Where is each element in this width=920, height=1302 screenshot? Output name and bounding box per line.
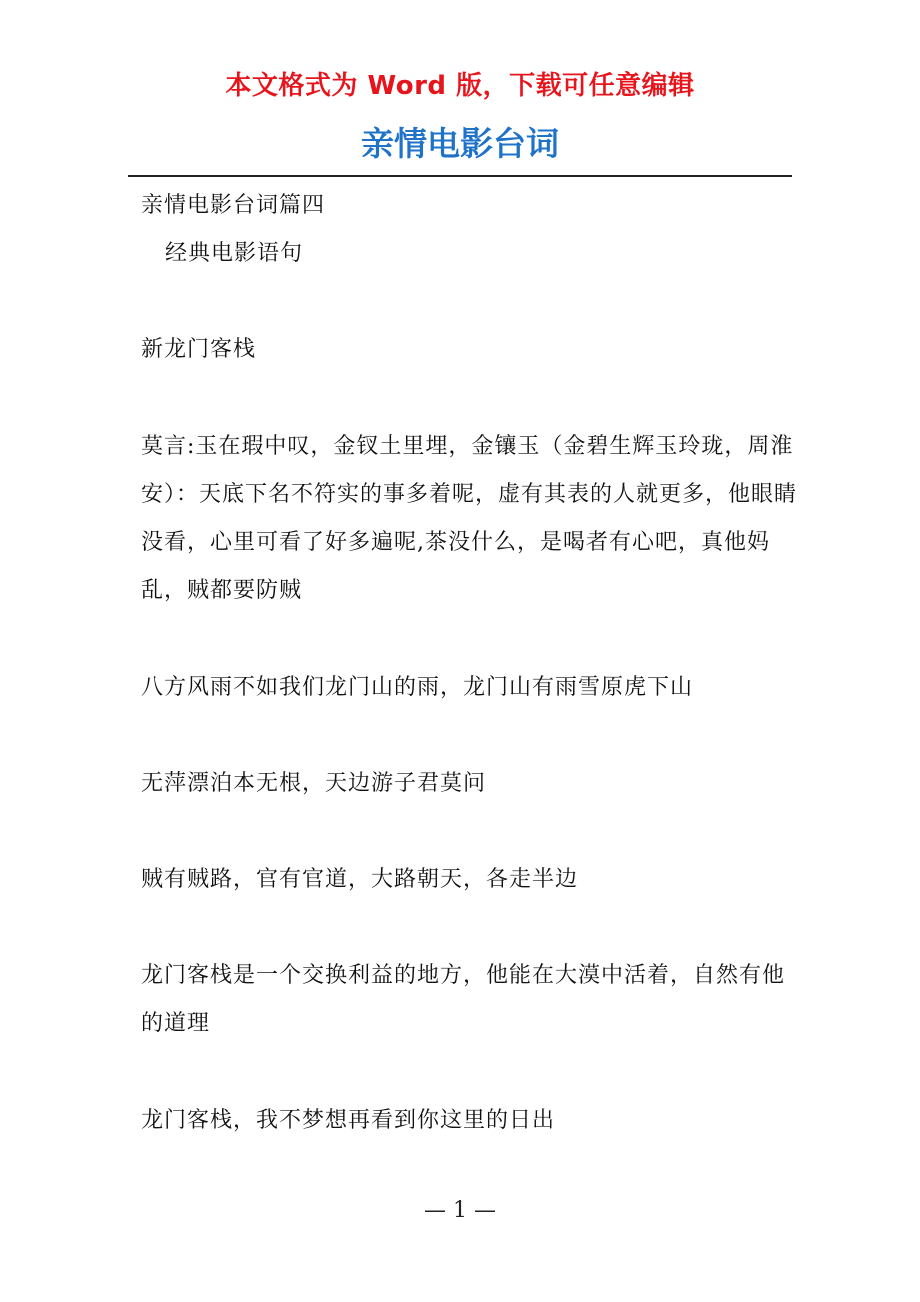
format-notice: 本文格式为 Word 版，下载可任意编辑 xyxy=(225,71,695,101)
subheading: 经典电影语句 xyxy=(165,241,304,266)
section-heading: 亲情电影台词篇四 xyxy=(141,193,326,218)
paragraph-quote-4: 贼有贼路，官有官道，大路朝天，各走半边 xyxy=(141,867,579,892)
paragraph-quote-5: 龙门客栈是一个交换利益的地方，他能在大漠中活着，自然有他的道理 xyxy=(141,963,786,1036)
page-number: — 1 — xyxy=(424,1198,496,1223)
paragraph-quote-3: 无萍漂泊本无根，天边游子君莫问 xyxy=(141,771,487,796)
title-divider xyxy=(128,175,792,177)
movie-title: 新龙门客栈 xyxy=(141,337,257,362)
document-title: 亲情电影台词 xyxy=(361,124,559,163)
paragraph-quote-1: 莫言:玉在瑕中叹，金钗土里埋，金镶玉（金碧生辉玉玲珑，周淮安）：天底下名不符实的事多着呢，虚有其表的人就更多，他眼睛没看，心里可看了好多遍呢,茶没什么，是喝者有心吧，真他妈乱，贼都要防贼 xyxy=(141,434,798,603)
paragraph-quote-6: 龙门客栈，我不梦想再看到你这里的日出 xyxy=(141,1108,556,1133)
paragraph-quote-2: 八方风雨不如我们龙门山的雨，龙门山有雨雪原虎下山 xyxy=(141,675,694,700)
